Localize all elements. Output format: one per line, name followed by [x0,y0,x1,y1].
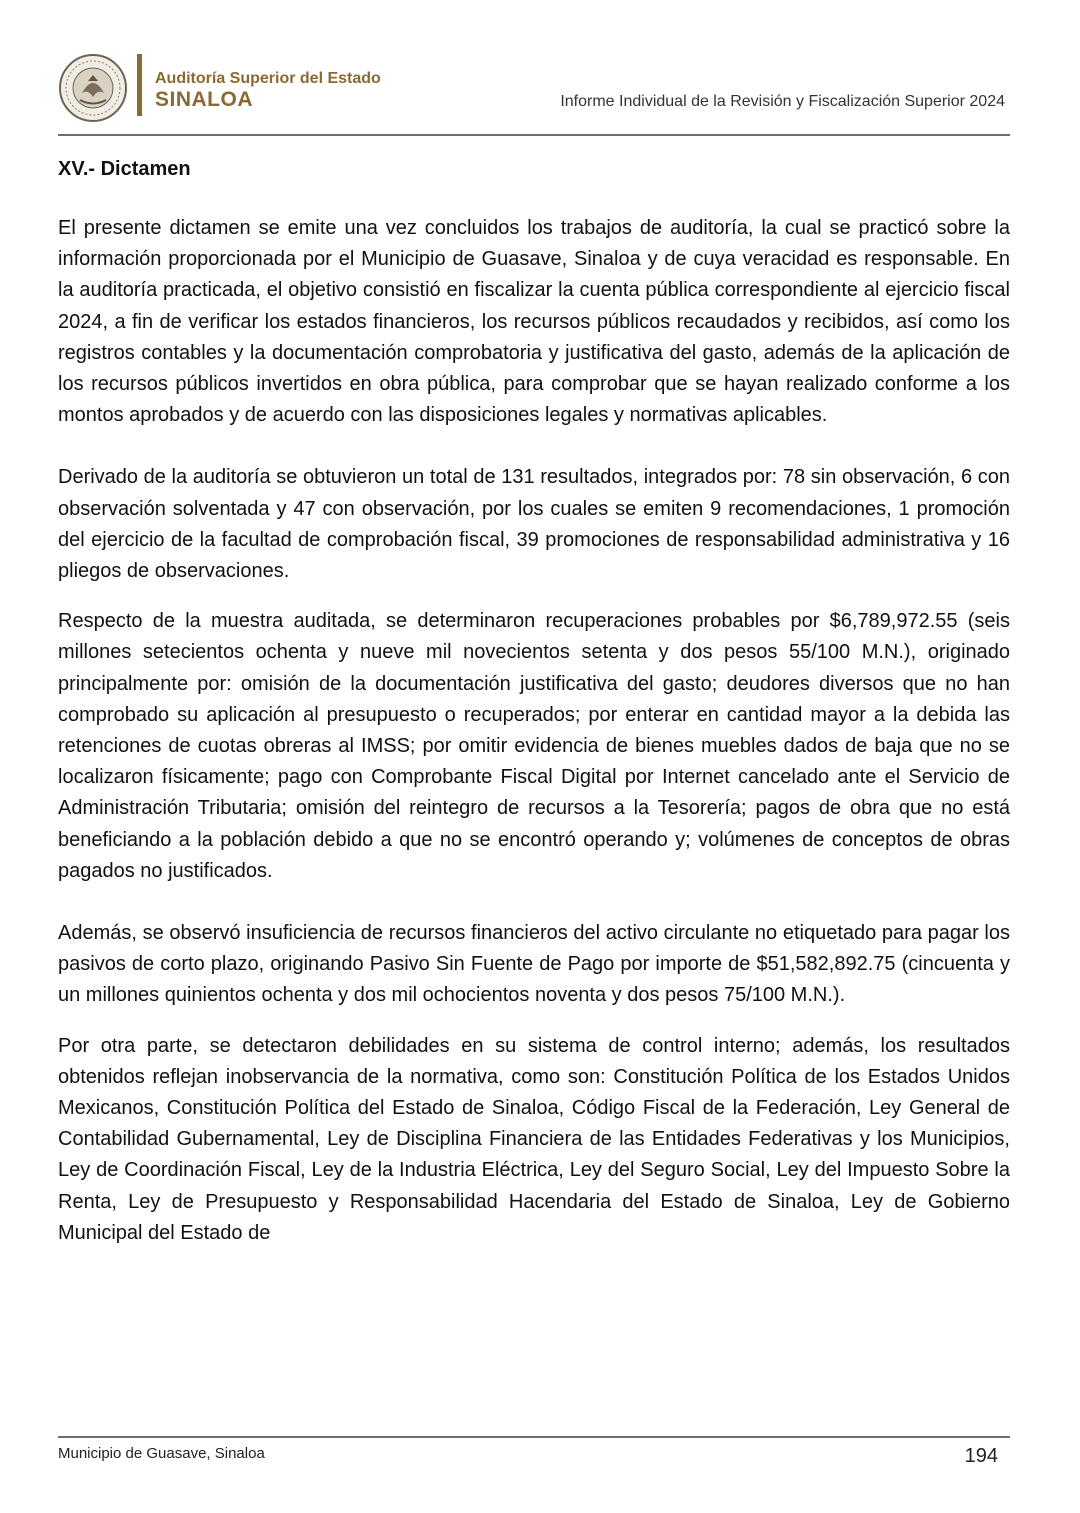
paragraph: El presente dictamen se emite una vez concluidos los trabajos de auditoría, la cual se practicó sobre la información proporcionada por el Municipio de Guasave, Sinaloa y de cuya veracidad es responsable. En la auditoría practicada, el objetivo consistió en fiscalizar la cuenta pública correspondiente al ejercicio fiscal 2024, a fin de verificar los estados financieros, los recursos públicos recaudados y recibidos, así como los registros contables y la documentación comprobatoria y justificativa del gasto, además de la aplicación de los recursos públicos invertidos en obra pública, para comprobar que se hayan realizado conforme a los montos aprobados y de acuerdo con las disposiciones legales y normativas aplicables. [58,217,1010,427]
org-name: Auditoría Superior del Estado [155,70,381,87]
paragraph: Por otra parte, se detectaron debilidades en su sistema de control interno; además, los resultados obtenidos reflejan inobservancia de la normativa, como son: Constitución Política de los Estados Unidos Mexicanos, Constitución Política del Estado de Sinaloa, Código Fiscal de la Federación, Ley General de Contabilidad Gubernamental, Ley de Disciplina Financiera de las Entidades Federativas y los Municipios, Ley de Coordinación Fiscal, Ley de la Industria Eléctrica, Ley del Seguro Social, Ley del Impuesto Sobre la Renta, Ley de Presupuesto y Responsabilidad Hacendaria del Estado de Sinaloa, Ley de Gobierno Municipal del Estado de [58,1034,1010,1244]
page-header [58,50,1010,136]
paragraph: Derivado de la auditoría se obtuvieron un total de 131 resultados, integrados por: 78 sin observación, 6 con observación solventada y 47 con observación, por los cuales se emiten 9 recomendaciones, 1 promoción del ejercicio de la facultad de comprobación fiscal, 39 promociones de responsabilidad administrativa y 16 pliegos de observaciones. [58,466,1010,583]
org-state: SINALOA [155,88,253,111]
paragraph: Respecto de la muestra auditada, se determinaron recuperaciones probables por $6,789,972.55 (seis millones setecientos ochenta y nueve mil novecientos setenta y dos pesos 55/100 M.N.), originado principalmente por: omisión de la documentación justificativa del gasto; deudores diversos que no han comprobado su aplicación al presupuesto o recuperados; por enterar en cantidad mayor a la debida las retenciones de cuotas obreras al IMSS; por omitir evidencia de bienes muebles dados de baja que no se localizaron físicamente; pago con Comprobante Fiscal Digital por Internet cancelado ante el Servicio de Administración Tributaria; omisión del reintegro de recursos a la Tesorería; pagos de obra que no está beneficiando a la población debido a que no se encontró operando y; volúmenes de conceptos de obras pagados no justificados. [58,610,1010,882]
footer-divider [58,1436,1010,1438]
brand-bar [137,54,142,116]
header-divider [58,134,1010,136]
report-title: Informe Individual de la Revisión y Fiscalización Superior 2024 [560,93,1005,110]
section-heading: XV.- Dictamen [58,158,191,180]
footer-municipality: Municipio de Guasave, Sinaloa [58,1445,265,1462]
paragraph: Además, se observó insuficiencia de recursos financieros del activo circulante no etiquetado para pagar los pasivos de corto plazo, originando Pasivo Sin Fuente de Pago por importe de $51,582,892.75 (cincuenta y un millones quinientos ochenta y dos mil ochocientos noventa y dos pesos 75/100 M.N.). [58,922,1010,1007]
page-number: 194 [964,1445,998,1467]
coat-of-arms-seal-icon [58,53,128,123]
page-content [58,154,1010,1249]
